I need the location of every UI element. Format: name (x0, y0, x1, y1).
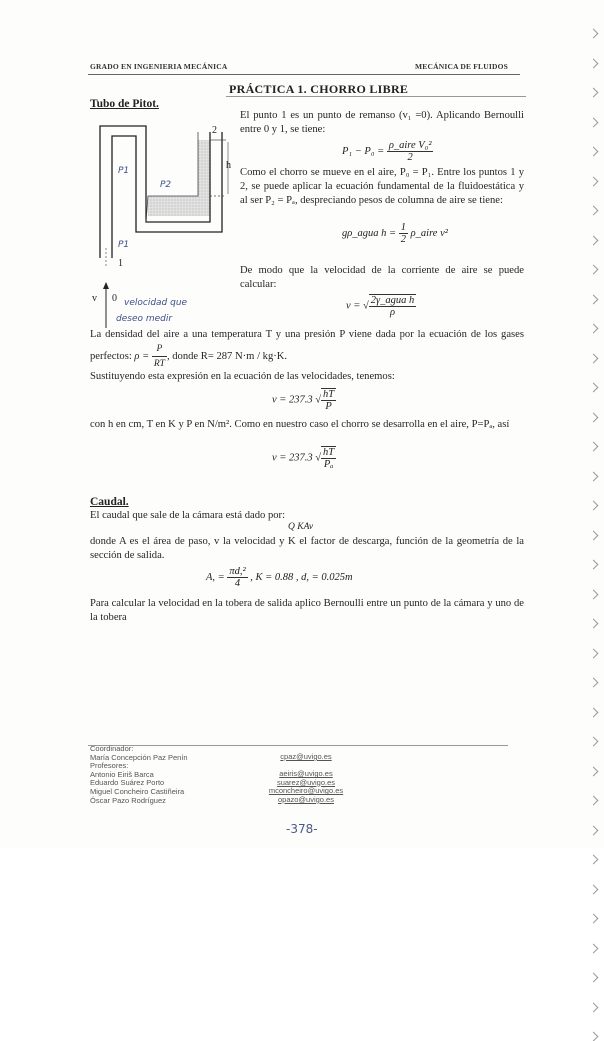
caudal-paragraph-2: donde A es el área de paso, v la velocidad y K el factor de descarga, función de la geometría de la sección de salida. (90, 536, 524, 561)
page-number: -378- (286, 822, 318, 836)
caudal-paragraph-3: Para calcular la velocidad en la tobera de salida aplico Bernoulli entre un punto de la cámara y uno de la tobera (90, 598, 524, 623)
gas-law-denominator: RT (153, 359, 165, 369)
equation-area-numerator: πd,² (229, 566, 246, 577)
footer-email[interactable]: cpaz@uvigo.es (280, 752, 332, 761)
gas-law-rho: ρ = (134, 350, 150, 362)
equation-bernoulli-fraction (387, 140, 434, 163)
handwritten-note-line2: deseo medir (116, 314, 173, 324)
footer-email[interactable]: suarez@uvigo.es (276, 777, 336, 787)
equation-hydrostatic-right: ρ_aire v² (410, 227, 448, 239)
handwritten-p1: P1 (118, 166, 130, 176)
pitot-paragraph-2: Como el chorro se mueve en el aire, P₀ = P₁. Entre los puntos 1 y 2, se puede aplicar la ecuación fundamental de la fluidoestática y al ser P₂ = Pₐ, despreciando pesos de columna de aire se tiene: (240, 167, 524, 206)
spiral-binding (590, 30, 600, 830)
equation-velocity: v = √ $\frac{\text{2γ\_agua h}}{\rho}$ (346, 295, 415, 318)
equation-velocity-P-numerator: hT (323, 389, 335, 400)
gas-law-constant: , donde R= 287 N·m / kg·K. (166, 350, 288, 362)
footer-email[interactable]: aeiris@uvigo.es (279, 769, 333, 779)
footer-name-line: Coordinador: (90, 744, 134, 753)
equation-hydrostatic (342, 222, 448, 245)
footer-name-line: Antonio Eiriš Barca (90, 769, 154, 779)
equation-velocity-left: v = (346, 300, 363, 312)
equation-area-left: A, = (206, 571, 225, 583)
footer-name-line: Óscar Pazo Rodríguez (90, 795, 166, 805)
equation-bernoulli-left: P₁ − P₀ = (342, 145, 385, 157)
equation-area (206, 566, 353, 589)
pitot-paragraph-5: Sustituyendo esta expresión en la ecuación de las velocidades, tenemos: (90, 371, 395, 382)
equation-bernoulli-numerator: ρ_aire V₀² (388, 140, 432, 151)
handwritten-p2: P2 (160, 180, 172, 190)
header-rule (88, 74, 520, 75)
header-subject: MECÁNICA DE FLUIDOS (415, 62, 508, 71)
pitot-paragraph-3: De modo que la velocidad de la corriente de aire se puede calcular: (240, 265, 524, 290)
equation-velocity-Pa-left: v = 237.3 (272, 452, 313, 464)
pitot-paragraph-6: con h en cm, T en K y P en N/m². Como en nuestro caso el chorro se desarrolla en el aire, P=Pₐ, así (90, 419, 510, 430)
pitot-paragraph-1: El punto 1 es un punto de remanso (v₁ =0). Aplicando Bernoulli entre 0 y 1, se tiene: (240, 110, 524, 135)
pitot-paragraph-4 (90, 328, 524, 371)
title-rule (226, 96, 526, 97)
handwritten-note-line1: velocidad que (124, 298, 188, 308)
equation-velocity-P-fraction (321, 388, 336, 412)
equation-velocity-Pa: v = 237.3 √ $\frac{hT}{\text{Pₐ}}$ (272, 447, 335, 470)
equation-velocity-Pa-numerator: hT (323, 447, 335, 458)
equation-bernoulli-0-1 (342, 140, 433, 163)
gas-law-fraction (152, 342, 167, 371)
equation-velocity-P-left: v = 237.3 (272, 394, 313, 406)
footer-name-line: Miguel Concheiro Castiñeira (90, 786, 185, 796)
footer-name-line: Profesores: (90, 761, 129, 771)
equation-hydrostatic-numerator: 1 (400, 222, 407, 233)
equation-velocity-P: v = 237.3 √ $\frac{hT}{P}$ (272, 389, 335, 412)
footer-names (90, 745, 188, 805)
diagram-label-v: v (92, 293, 97, 304)
equation-velocity-Pa-fraction (321, 446, 336, 470)
section-heading-pitot: Tubo de Pitot. (90, 98, 159, 110)
diagram-label-1: 1 (118, 258, 123, 269)
handwritten-p1-lower: P1 (118, 240, 130, 250)
equation-velocity-P-denominator: P (325, 401, 332, 412)
diagram-label-0: 0 (112, 293, 117, 304)
equation-hydrostatic-left: gρ_agua h = (342, 227, 399, 239)
gas-law-text: La densidad del aire a una temperatura T y una presión P viene dada por la ecuación de los gases perfectos: (90, 329, 524, 362)
footer-emails (256, 753, 356, 805)
equation-area-constants: , K = 0.88 , d, = 0.025m (250, 571, 353, 583)
equation-hydrostatic-fraction (399, 222, 408, 245)
equation-flow-rate: Q KAv (288, 522, 314, 532)
equation-velocity-numerator: 2γ_agua h (370, 295, 415, 306)
equation-bernoulli-denominator: 2 (407, 152, 413, 163)
equation-area-fraction (227, 566, 247, 589)
equation-velocity-fraction (369, 294, 417, 318)
equation-hydrostatic-denominator: 2 (400, 234, 407, 245)
equation-velocity-denominator: ρ (390, 307, 396, 318)
footer-email[interactable]: mconcheiro@uvigo.es (268, 786, 344, 796)
header-degree: GRADO EN INGENIERIA MECÁNICA (90, 62, 228, 71)
section-heading-caudal: Caudal. (90, 496, 129, 508)
diagram-label-2: 2 (212, 125, 217, 136)
footer-name-line: Eduardo Suárez Porto (90, 778, 165, 788)
page-title: PRÁCTICA 1. CHORRO LIBRE (229, 82, 409, 96)
footer-email[interactable]: opazo@uvigo.es (278, 794, 334, 804)
footer-name-line: María Concepción Paz Penín (90, 752, 188, 762)
caudal-paragraph-1: El caudal que sale de la cámara está dado por: (90, 510, 286, 521)
gas-law-numerator: P (152, 342, 167, 357)
equation-area-denominator: 4 (234, 578, 241, 589)
equation-velocity-Pa-denominator: Pₐ (323, 459, 334, 470)
diagram-label-h: h (226, 160, 231, 171)
